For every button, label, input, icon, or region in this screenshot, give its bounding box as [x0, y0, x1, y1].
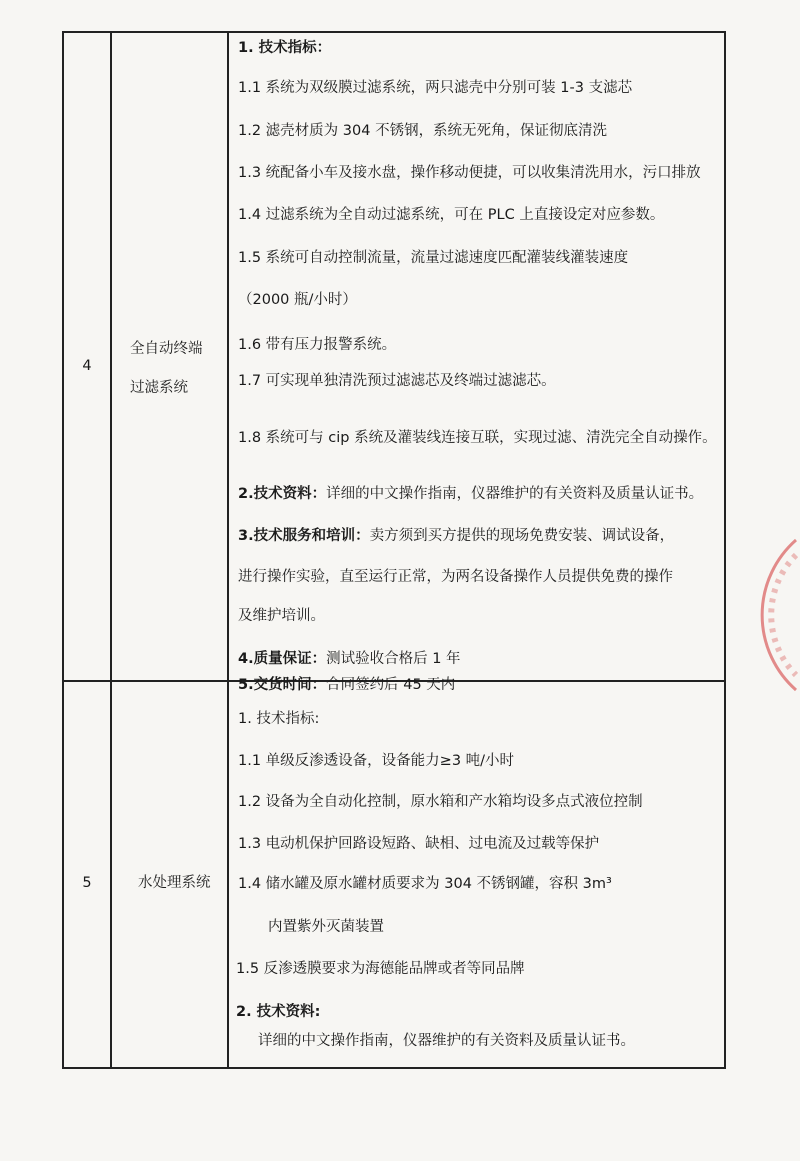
section-label: 3.技术服务和培训： — [238, 528, 370, 544]
item-name-line: 全自动终端 — [130, 341, 203, 357]
table-border-left — [62, 31, 64, 1069]
spec-line: 1.8 系统可与 cip 系统及灌装线连接互联，实现过滤、清洗完全自动操作。 — [238, 430, 717, 446]
spec-line: 内置紫外灭菌装置 — [268, 919, 384, 935]
spec-line: 1.2 设备为全自动化控制，原水箱和产水箱均设多点式液位控制 — [238, 794, 643, 810]
spec-line: 1.6 带有压力报警系统。 — [238, 337, 397, 353]
spec-line: 1.7 可实现单独清洗预过滤滤芯及终端过滤滤芯。 — [238, 373, 556, 389]
section-heading: 2. 技术资料: — [236, 1004, 321, 1020]
row-index: 5 — [82, 875, 92, 891]
section-label: 4.质量保证： — [238, 651, 327, 667]
section-text: 合同签约后 45 天内 — [326, 677, 456, 693]
spec-line: 1.4 过滤系统为全自动过滤系统，可在 PLC 上直接设定对应参数。 — [238, 207, 665, 223]
item-name-line: 水处理系统 — [138, 875, 211, 891]
item-name-line: 过滤系统 — [130, 380, 188, 396]
spec-line: （2000 瓶/小时） — [238, 292, 357, 308]
spec-line: 1.3 统配备小车及接水盘，操作移动便捷，可以收集清洗用水，污口排放 — [238, 165, 701, 181]
spec-line — [238, 484, 703, 504]
spec-line — [238, 649, 461, 669]
column-divider-2 — [227, 31, 229, 1069]
spec-line: 1.5 反渗透膜要求为海德能品牌或者等同品牌 — [236, 961, 525, 977]
red-seal-stamp — [758, 535, 798, 695]
spec-line: 1.4 储水罐及原水罐材质要求为 304 不锈钢罐，容积 3m³ — [238, 876, 612, 892]
section-label: 5.交货时间： — [238, 677, 327, 693]
spec-line: 1.5 系统可自动控制流量，流量过滤速度匹配灌装线灌装速度 — [238, 250, 629, 266]
spec-line: 1.2 滤壳材质为 304 不锈钢，系统无死角，保证彻底清洗 — [238, 123, 608, 139]
section-heading: 1. 技术指标: — [238, 711, 320, 727]
spec-line: 进行操作实验，直至运行正常，为两名设备操作人员提供免费的操作 — [238, 569, 673, 585]
spec-line: 1.1 系统为双级膜过滤系统，两只滤壳中分别可装 1-3 支滤芯 — [238, 80, 633, 96]
table-border-right — [724, 31, 726, 1069]
column-divider-1 — [110, 31, 112, 1069]
spec-line: 1.3 电动机保护回路设短路、缺相、过电流及过载等保护 — [238, 836, 600, 852]
table-border-top — [62, 31, 726, 33]
section-heading: 1. 技术指标： — [238, 40, 332, 56]
spec-line — [238, 675, 455, 695]
section-text: 详细的中文操作指南，仪器维护的有关资料及质量认证书。 — [326, 486, 704, 502]
section-text: 卖方须到买方提供的现场免费安装、调试设备， — [369, 528, 675, 544]
spec-line: 1.1 单级反渗透设备，设备能力≥3 吨/小时 — [238, 753, 515, 769]
red-seal-inner-mark — [771, 555, 796, 675]
section-label: 2.技术资料： — [238, 486, 327, 502]
spec-line: 及维护培训。 — [238, 608, 325, 624]
section-text: 测试验收合格后 1 年 — [326, 651, 461, 667]
spec-line: 详细的中文操作指南，仪器维护的有关资料及质量认证书。 — [258, 1033, 635, 1049]
row-index: 4 — [82, 358, 92, 374]
table-border-bottom — [62, 1067, 726, 1069]
spec-line — [238, 526, 674, 546]
